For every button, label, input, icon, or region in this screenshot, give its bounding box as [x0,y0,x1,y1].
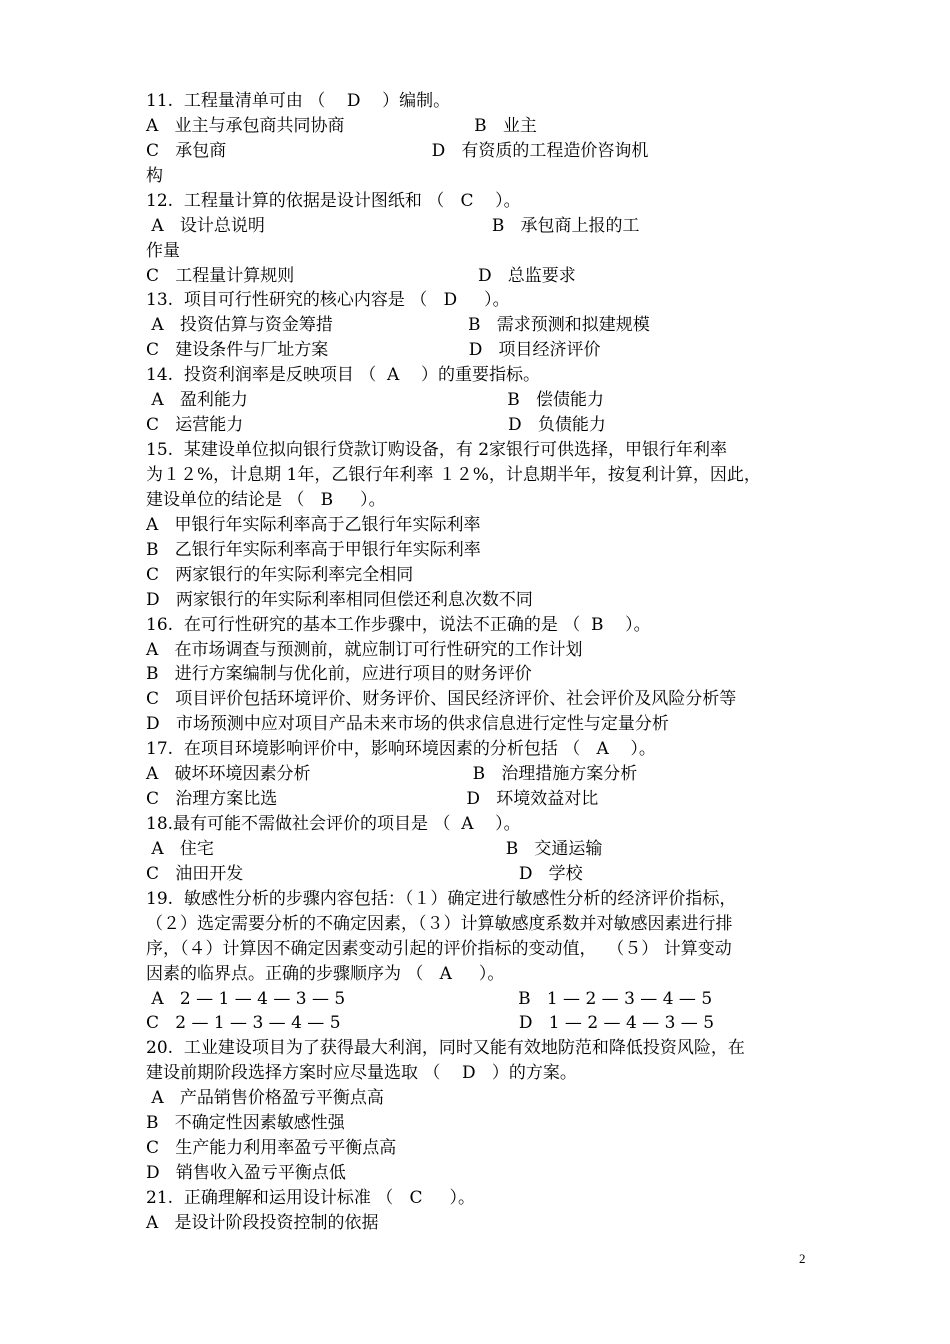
text-line: D 市场预测中应对项目产品未来市场的供求信息进行定性与定量分析 [146,714,669,735]
text-line: D 两家银行的年实际利率相同但偿还利息次数不同 [146,589,533,610]
text-line: 19. 敏感性分析的步骤内容包括：（１）确定进行敏感性分析的经济评价指标， [146,888,737,909]
text-line: D 销售收入盈亏平衡点低 [146,1163,346,1183]
text-line: C 运营能力 D 负债能力 [146,415,606,436]
text-line: 11. 工程量清单可由 （ D ）编制。 [146,91,451,111]
text-line: A 设计总说明 B 承包商上报的工 [146,215,640,236]
page-number: 2 [799,1251,806,1266]
text-line: A 2 — 1 — 4 — 3 — 5 B 1 — 2 — 3 — 4 — 5 [146,988,713,1009]
text-line: 18.最有可能不需做社会评价的项目是 （ A ）。 [146,814,521,834]
text-line: C 治理方案比选 D 环境效益对比 [146,789,599,809]
text-line: A 投资估算与资金筹措 B 需求预测和拟建规模 [146,315,650,336]
text-line: A 甲银行年实际利率高于乙银行年实际利率 [146,514,481,535]
text-line: C 建设条件与厂址方案 D 项目经济评价 [146,340,601,361]
text-line: A 产品销售价格盈亏平衡点高 [146,1088,384,1109]
text-line: 12. 工程量计算的依据是设计图纸和 （ C ）。 [146,190,521,211]
text-line: C 生产能力利用率盈亏平衡点高 [146,1138,397,1159]
text-line: 21. 正确理解和运用设计标准 （ C ）。 [146,1187,475,1208]
text-line: 建设单位的结论是 （ B ）。 [146,489,386,510]
text-line: B 乙银行年实际利率高于甲银行年实际利率 [146,539,481,560]
text-line: A 在市场调查与预测前，就应制订可行性研究的工作计划 [146,639,583,660]
text-line: C 2 — 1 — 3 — 4 — 5 D 1 — 2 — 4 — 3 — 5 [146,1013,715,1034]
text-line: 为１２%，计息期 1年，乙银行年利率 １２%，计息期半年，按复利计算，因此， [146,464,761,485]
text-line: C 承包商 D 有资质的工程造价咨询机 [146,140,649,161]
text-line: B 不确定性因素敏感性强 [146,1113,345,1134]
text-line: 14. 投资利润率是反映项目 （ A ）的重要指标。 [146,365,540,386]
text-line: C 油田开发 D 学校 [146,863,583,884]
text-line: B 进行方案编制与优化前，应进行项目的财务评价 [146,664,532,685]
text-line: 20. 工业建设项目为了获得最大利润，同时又能有效地防范和降低投资风险，在 [146,1038,745,1059]
text-line: 建设前期阶段选择方案时应尽量选取 （ D ）的方案。 [146,1063,577,1084]
text-line: C 工程量计算规则 D 总监要求 [146,265,576,286]
text-line: A 盈利能力 B 偿债能力 [146,390,604,411]
text-line: A 是设计阶段投资控制的依据 [146,1212,379,1233]
text-line: A 住宅 B 交通运输 [146,838,603,859]
text-line: 构 [146,165,163,186]
text-line: A 破坏环境因素分析 B 治理措施方案分析 [146,764,638,785]
text-line: 因素的临界点。正确的步骤顺序为 （ A ）。 [146,963,505,984]
text-line: 作量 [146,240,180,261]
text-line: 15. 某建设单位拟向银行贷款订购设备，有 2家银行可供选择，甲银行年利率 [146,440,728,460]
text-line: 16. 在可行性研究的基本工作步骤中，说法不正确的是 （ B ）。 [146,614,651,635]
text-line: A 业主与承包商共同协商 B 业主 [146,115,537,136]
text-line: 17. 在项目环境影响评价中，影响环境因素的分析包括 （ A ）。 [146,739,656,760]
text-line: 序，（４）计算因不确定因素变动引起的评价指标的变动值， （５） 计算变动 [146,938,732,959]
text-line: C 两家银行的年实际利率完全相同 [146,564,414,585]
text-line: （２）选定需要分析的不确定因素，（３）计算敏感度系数并对敏感因素进行排 [146,913,733,934]
text-line: C 项目评价包括环境评价、财务评价、国民经济评价、社会评价及风险分析等 [146,689,737,710]
text-line: 13. 项目可行性研究的核心内容是 （ D ）。 [146,290,510,311]
